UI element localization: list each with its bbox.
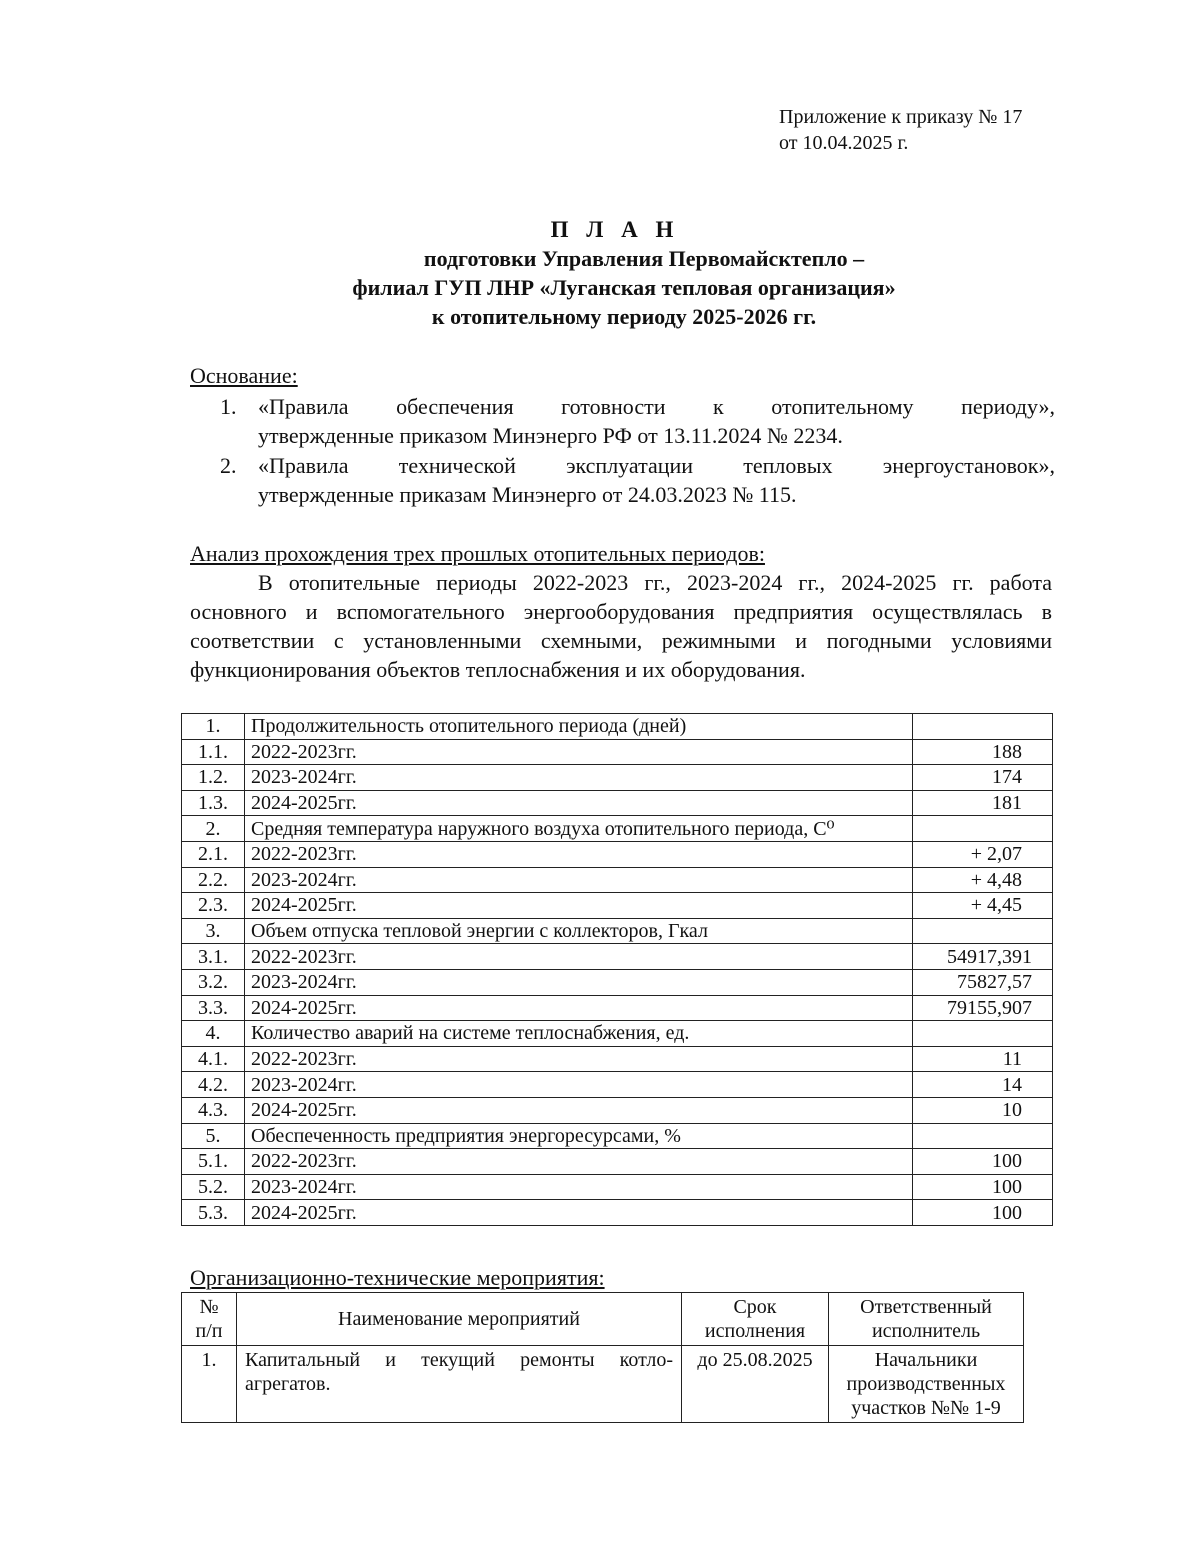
row-number: 4.2. [182, 1072, 245, 1098]
title-line-4: к отопительному периоду 2025-2026 гг. [431, 304, 817, 329]
row-value: 11 [913, 1046, 1053, 1072]
row-value: 10 [913, 1097, 1053, 1123]
row-label: 2023-2024гг. [245, 765, 913, 791]
row-label: 2023-2024гг. [245, 1072, 913, 1098]
table-row [182, 1021, 1053, 1047]
row-number: 3.3. [182, 995, 245, 1021]
header-num: № п/п [182, 1293, 237, 1346]
table-row [182, 841, 1053, 867]
row-value [913, 816, 1053, 842]
table-row [182, 1149, 1053, 1175]
row-number: 5. [182, 1123, 245, 1149]
basis-item [220, 392, 1055, 450]
row-label: 2024-2025гг. [245, 995, 913, 1021]
row-value [913, 1021, 1053, 1047]
row-label: Продолжительность отопительного периода (дней) [245, 714, 913, 740]
row-label: 2023-2024гг. [245, 1174, 913, 1200]
row-label: Средняя температура наружного воздуха отопительного периода, С⁰ [245, 816, 913, 842]
title-plan: П Л А Н [550, 217, 680, 242]
row-number: 2.2. [182, 867, 245, 893]
row-label: Количество аварий на системе теплоснабжения, ед. [245, 1021, 913, 1047]
row-label: 2022-2023гг. [245, 1149, 913, 1175]
row-value: 181 [913, 790, 1053, 816]
row-value: 174 [913, 765, 1053, 791]
table-row [182, 1346, 1024, 1423]
table-row [182, 739, 1053, 765]
row-label: 2022-2023гг. [245, 944, 913, 970]
row-label: 2024-2025гг. [245, 790, 913, 816]
org-heading: Организационно-технические мероприятия: [190, 1265, 605, 1290]
appendix-date: от 10.04.2025 г. [779, 132, 909, 154]
measures-table [181, 1292, 1024, 1423]
basis-item-number: 1. [220, 394, 237, 419]
appendix-note [779, 104, 1022, 156]
basis-item-text: «Правила технической эксплуатации тепловых энергоустановок», [258, 453, 1055, 478]
row-number: 2. [182, 816, 245, 842]
row-number: 1.3. [182, 790, 245, 816]
row-value: 100 [913, 1149, 1053, 1175]
analysis-heading: Анализ прохождения трех прошлых отопительных периодов: [190, 541, 765, 566]
basis-item-text-cont: утвержденные приказам Минэнерго от 24.03.2023 № 115. [258, 482, 797, 507]
row-name: Капитальный и текущий ремонты котло- агрегатов. [237, 1346, 682, 1423]
stats-table [181, 713, 1053, 1226]
table-row [182, 1072, 1053, 1098]
table-row [182, 765, 1053, 791]
table-header-row [182, 1293, 1024, 1346]
basis-item-number: 2. [220, 453, 237, 478]
row-label: 2023-2024гг. [245, 969, 913, 995]
table-row [182, 969, 1053, 995]
row-label: 2022-2023гг. [245, 841, 913, 867]
basis-item-text-cont: утвержденные приказом Минэнерго РФ от 13.11.2024 № 2234. [258, 423, 843, 448]
row-number: 4.3. [182, 1097, 245, 1123]
row-value: 100 [913, 1174, 1053, 1200]
row-label: 2022-2023гг. [245, 1046, 913, 1072]
row-number: 5.2. [182, 1174, 245, 1200]
table-row [182, 918, 1053, 944]
analysis-paragraph: В отопительные периоды 2022-2023 гг., 2023-2024 гг., 2024-2025 гг. работа основного и вспомогательного энергооборудования предприятия осуществлялась в соответствии с установленными схемными, режимными и погодными условиями функционирования объектов теплоснабжения и их оборудования. [190, 570, 1052, 682]
row-value [913, 714, 1053, 740]
header-name: Наименование мероприятий [237, 1293, 682, 1346]
basis-item [220, 451, 1055, 509]
row-value [913, 918, 1053, 944]
row-value [913, 1123, 1053, 1149]
row-responsible: Начальники производственных участков №№ 1-9 [829, 1346, 1024, 1423]
row-number: 2.3. [182, 893, 245, 919]
row-value: 75827,57 [913, 969, 1053, 995]
header-term: Срок исполнения [682, 1293, 829, 1346]
table-row [182, 1174, 1053, 1200]
row-value: + 4,45 [913, 893, 1053, 919]
row-value: + 2,07 [913, 841, 1053, 867]
row-number: 3.1. [182, 944, 245, 970]
header-responsible: Ответственный исполнитель [829, 1293, 1024, 1346]
row-num: 1. [182, 1346, 237, 1423]
table-row [182, 995, 1053, 1021]
table-row [182, 1123, 1053, 1149]
row-label: Объем отпуска тепловой энергии с коллекторов, Гкал [245, 918, 913, 944]
basis-list [220, 392, 1055, 510]
row-number: 1.1. [182, 739, 245, 765]
row-number: 5.3. [182, 1200, 245, 1226]
row-value: 188 [913, 739, 1053, 765]
table-row [182, 944, 1053, 970]
row-value: 14 [913, 1072, 1053, 1098]
row-value: 54917,391 [913, 944, 1053, 970]
title-line-3: филиал ГУП ЛНР «Луганская тепловая организация» [352, 275, 896, 300]
row-value: 79155,907 [913, 995, 1053, 1021]
basis-heading: Основание: [190, 363, 298, 388]
row-number: 2.1. [182, 841, 245, 867]
row-number: 1.2. [182, 765, 245, 791]
row-number: 4. [182, 1021, 245, 1047]
row-label: Обеспеченность предприятия энергоресурсами, % [245, 1123, 913, 1149]
table-row [182, 816, 1053, 842]
row-label: 2024-2025гг. [245, 1200, 913, 1226]
row-number: 1. [182, 714, 245, 740]
document-title [0, 215, 1200, 331]
row-label: 2024-2025гг. [245, 893, 913, 919]
row-label: 2023-2024гг. [245, 867, 913, 893]
table-row [182, 1097, 1053, 1123]
table-row [182, 714, 1053, 740]
table-row [182, 1046, 1053, 1072]
appendix-order: Приложение к приказу № 17 [779, 106, 1023, 128]
table-row [182, 867, 1053, 893]
table-row [182, 893, 1053, 919]
title-line-2: подготовки Управления Первомайсктепло – [423, 246, 865, 271]
row-number: 5.1. [182, 1149, 245, 1175]
row-value: + 4,48 [913, 867, 1053, 893]
row-value: 100 [913, 1200, 1053, 1226]
basis-item-text: «Правила обеспечения готовности к отопительному периоду», [258, 394, 1055, 419]
row-number: 3. [182, 918, 245, 944]
row-number: 3.2. [182, 969, 245, 995]
row-label: 2024-2025гг. [245, 1097, 913, 1123]
row-term: до 25.08.2025 [682, 1346, 829, 1423]
row-label: 2022-2023гг. [245, 739, 913, 765]
table-row [182, 1200, 1053, 1226]
row-number: 4.1. [182, 1046, 245, 1072]
table-row [182, 790, 1053, 816]
